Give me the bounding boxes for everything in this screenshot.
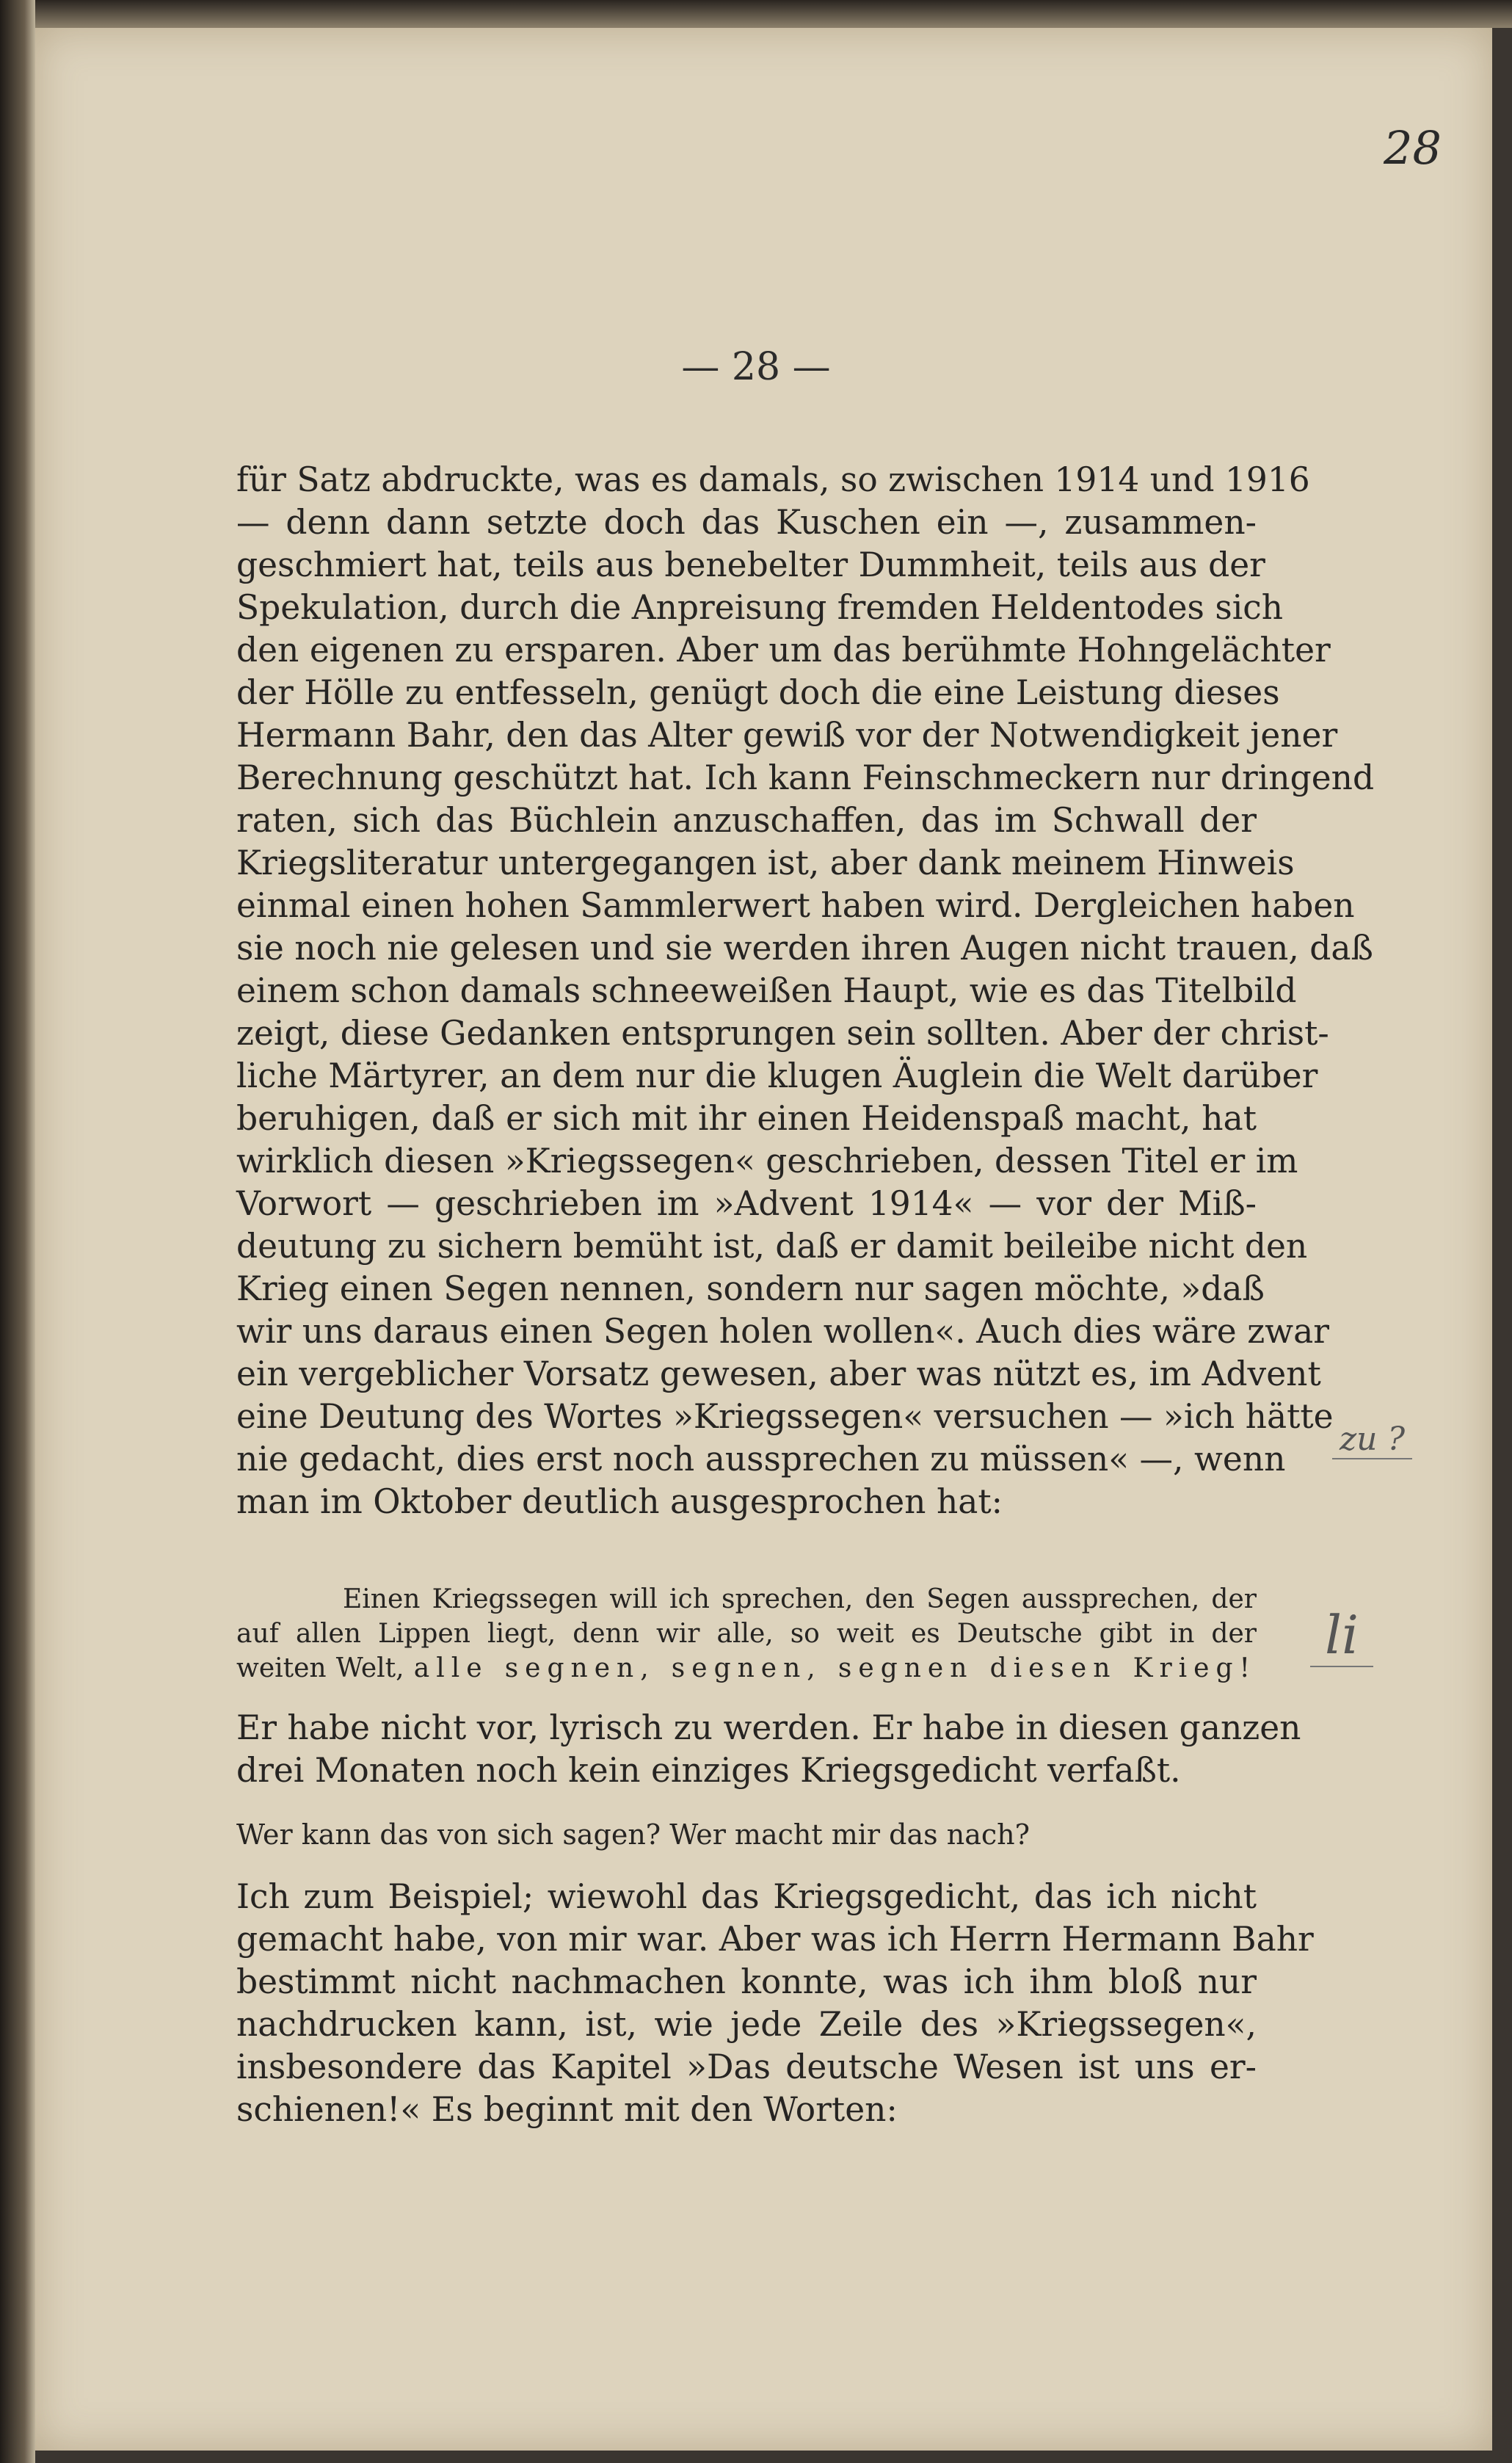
handwritten-margin-note: li	[1310, 1604, 1373, 1667]
text-line: zeigt, diese Gedanken entsprungen sein sollten. Aber der christ-	[236, 1014, 1329, 1053]
text-line: für Satz abdruckte, was es damals, so zwischen 1914 und 1916	[236, 460, 1310, 499]
text-line: beruhigen, daß er sich mit ihr einen Heidenspaß macht, hat	[236, 1099, 1257, 1138]
text-line: Vorwort — geschrieben im »Advent 1914« — vor der Miß-	[236, 1184, 1257, 1223]
text-line: der Hölle zu entfesseln, genügt doch die eine Leistung dieses	[236, 673, 1280, 712]
quote-prefix: weiten Welt,	[236, 1653, 404, 1683]
text-line: Hermann Bahr, den das Alter gewiß vor der Notwendigkeit jener	[236, 716, 1338, 755]
block-quote	[236, 1582, 1257, 1686]
printed-page-number: — 28 —	[681, 345, 831, 389]
text-line: Ich zum Beispiel; wiewohl das Kriegsgedicht, das ich nicht	[236, 1877, 1257, 1916]
text-line: nie gedacht, dies erst noch aussprechen zu müssen« —, wenn	[236, 1440, 1286, 1479]
handwritten-page-number: 28	[1384, 121, 1442, 175]
text-line: einmal einen hohen Sammlerwert haben wird. Dergleichen haben	[236, 886, 1355, 925]
text-line: geschmiert hat, teils aus benebelter Dummheit, teils aus der	[236, 545, 1265, 584]
quote-line: Einen Kriegssegen will ich sprechen, den Segen aussprechen, der	[343, 1584, 1257, 1614]
paragraph-1	[236, 459, 1375, 1523]
handwritten-margin-note: zu ?	[1332, 1421, 1412, 1459]
text-line: Berechnung geschützt hat. Ich kann Feinschmeckern nur dringend	[236, 758, 1375, 797]
paragraph-3	[236, 1876, 1314, 2131]
quote-line-last	[236, 1651, 1257, 1686]
text-line: insbesondere das Kapitel »Das deutsche Wesen ist uns er-	[236, 2047, 1257, 2086]
text-line: Kriegsliteratur untergegangen ist, aber dank meinem Hinweis	[236, 844, 1295, 882]
quote-line: auf allen Lippen liegt, denn wir alle, so weit es Deutsche gibt in der	[236, 1619, 1257, 1649]
text-line: Spekulation, durch die Anpreisung fremden Heldentodes sich	[236, 588, 1284, 627]
text-line: Krieg einen Segen nennen, sondern nur sagen möchte, »daß	[236, 1269, 1265, 1308]
text-line: — denn dann setzte doch das Kuschen ein —, zusammen-	[236, 503, 1257, 542]
text-line: deutung zu sichern bemüht ist, daß er damit beileibe nicht den	[236, 1227, 1308, 1266]
text-line: raten, sich das Büchlein anzuschaffen, das im Schwall der	[236, 801, 1257, 840]
book-top-edge	[35, 0, 1512, 28]
text-line: liche Märtyrer, an dem nur die klugen Äuglein die Welt darüber	[236, 1056, 1318, 1095]
text-line: bestimmt nicht nachmachen konnte, was ich ihm bloß nur	[236, 1962, 1257, 2001]
quote-spaced-text: alle segnen, segnen, segnen diesen Krieg!	[413, 1653, 1257, 1683]
text-line: ein vergeblicher Vorsatz gewesen, aber was nützt es, im Advent	[236, 1354, 1321, 1393]
question-line: Wer kann das von sich sagen? Wer macht mir das nach?	[236, 1818, 1030, 1851]
paragraph-2	[236, 1707, 1301, 1792]
text-line: wirklich diesen »Kriegssegen« geschrieben, dessen Titel er im	[236, 1142, 1298, 1180]
text-line: Er habe nicht vor, lyrisch zu werden. Er habe in diesen ganzen	[236, 1708, 1301, 1747]
text-line: drei Monaten noch kein einziges Kriegsgedicht verfaßt.	[236, 1751, 1181, 1790]
text-line: man im Oktober deutlich ausgesprochen hat:	[236, 1482, 1003, 1521]
text-line: wir uns daraus einen Segen holen wollen«. Auch dies wäre zwar	[236, 1312, 1329, 1351]
text-line: sie noch nie gelesen und sie werden ihren Augen nicht trauen, daß	[236, 929, 1373, 968]
text-line: den eigenen zu ersparen. Aber um das berühmte Hohngelächter	[236, 631, 1331, 670]
text-line: nachdrucken kann, ist, wie jede Zeile des »Kriegssegen«,	[236, 2005, 1257, 2044]
text-line: einem schon damals schneeweißen Haupt, wie es das Titelbild	[236, 971, 1297, 1010]
text-line: eine Deutung des Wortes »Kriegssegen« versuchen — »ich hätte	[236, 1397, 1334, 1436]
text-line: gemacht habe, von mir war. Aber was ich Herrn Hermann Bahr	[236, 1920, 1314, 1959]
text-line: schienen!« Es beginnt mit den Worten:	[236, 2090, 898, 2129]
